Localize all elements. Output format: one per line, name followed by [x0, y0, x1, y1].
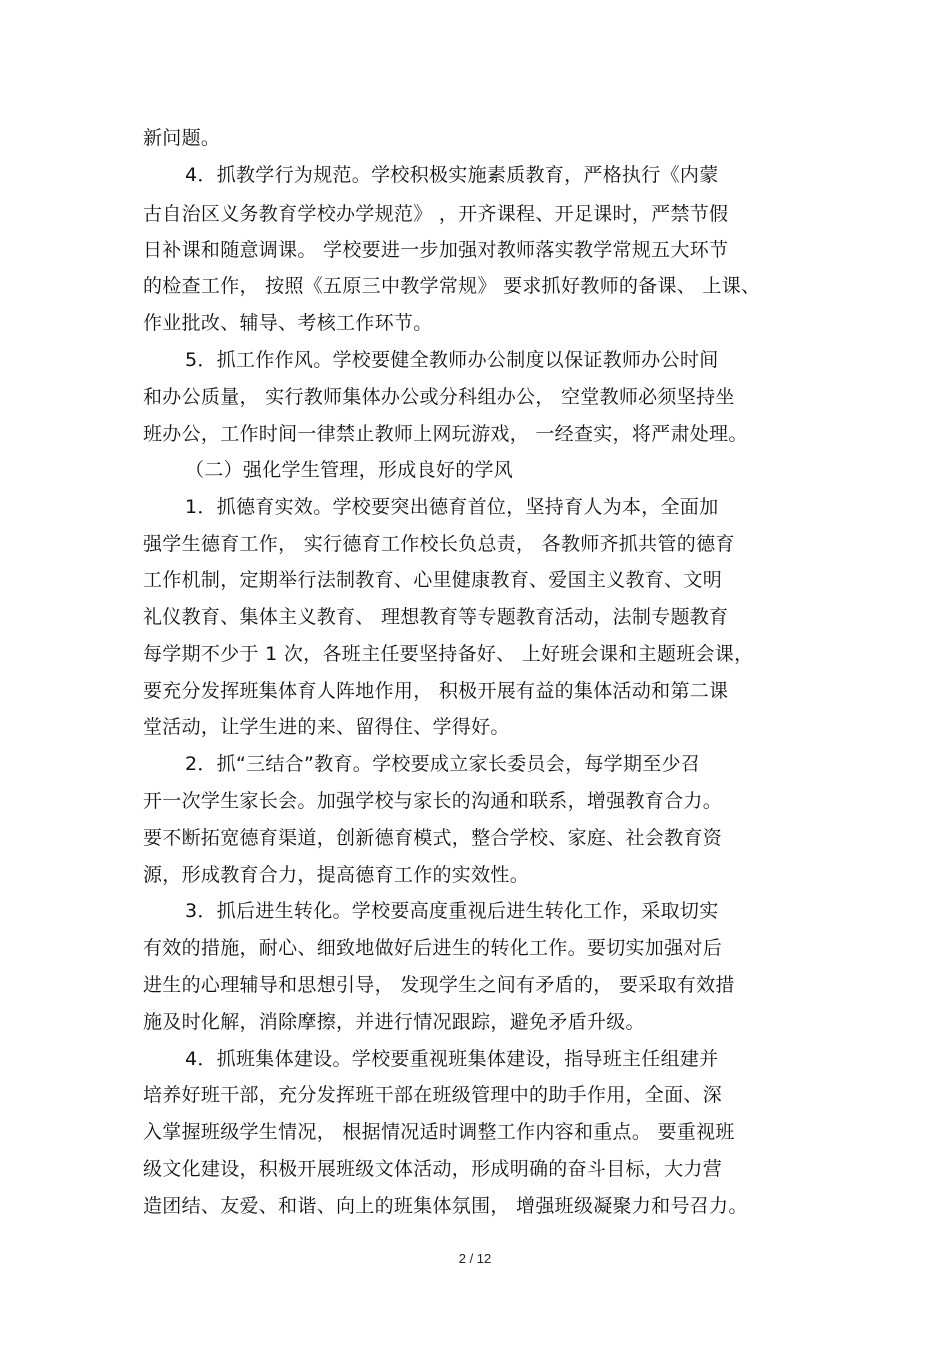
text-line: 要不断拓宽德育渠道，创新德育模式，整合学校、家庭、社会教育资 [143, 827, 723, 849]
text-line: 班办公，工作时间一律禁止教师上网玩游戏， 一经查实，将严肃处理。 [143, 423, 748, 445]
text-line: 作业批改、辅导、考核工作环节。 [143, 312, 433, 334]
text-line: 有效的措施，耐心、细致地做好后进生的转化工作。要切实加强对后 [143, 937, 723, 959]
text-line: 要充分发挥班集体育人阵地作用， 积极开展有益的集体活动和第二课 [143, 680, 729, 702]
text-line: 造团结、友爱、和谐、向上的班集体氛围， 增强班级凝聚力和号召力。 [143, 1195, 748, 1217]
text-line: 2．抓“三结合”教育。学校要成立家长委员会，每学期至少召 [185, 753, 701, 775]
text-line: 新问题。 [143, 127, 221, 149]
text-line: 每学期不少于 1 次，各班主任要坚持备好、 上好班会课和主题班会课， [143, 643, 754, 665]
text-line: 施及时化解，消除摩擦，并进行情况跟踪，避免矛盾升级。 [143, 1011, 645, 1033]
page-number: 2 / 12 [458, 1251, 492, 1266]
text-line: 1．抓德育实效。学校要突出德育首位，坚持育人为本，全面加 [185, 496, 719, 518]
text-line: 培养好班干部，充分发挥班干部在班级管理中的助手作用，全面、深 [143, 1084, 723, 1106]
text-line: 工作机制，定期举行法制教育、心里健康教育、爱国主义教育、文明 [143, 569, 723, 591]
text-line: 开一次学生家长会。加强学校与家长的沟通和联系，增强教育合力。 [143, 790, 723, 812]
text-line: 古自治区义务教育学校办学规范》 ，开齐课程、开足课时，严禁节假 [143, 203, 729, 225]
text-line: 和办公质量， 实行教师集体办公或分科组办公， 空堂教师必须坚持坐 [143, 386, 735, 408]
text-line: 礼仪教育、集体主义教育、 理想教育等专题教育活动，法制专题教育 [143, 606, 729, 628]
text-line: 5．抓工作作风。学校要健全教师办公制度以保证教师办公时间 [185, 349, 719, 371]
text-line: 源，形成教育合力，提高德育工作的实效性。 [143, 864, 530, 886]
text-line: 强学生德育工作， 实行德育工作校长负总责， 各教师齐抓共管的德育 [143, 533, 735, 555]
text-line: 4．抓班集体建设。学校要重视班集体建设，指导班主任组建并 [185, 1048, 719, 1070]
text-line: 进生的心理辅导和思想引导， 发现学生之间有矛盾的， 要采取有效措 [143, 974, 735, 996]
text-line: 3．抓后进生转化。学校要高度重视后进生转化工作，采取切实 [185, 900, 719, 922]
section-heading: （二）强化学生管理，形成良好的学风 [185, 459, 514, 481]
text-line: 4．抓教学行为规范。学校积极实施素质教育，严格执行《内蒙 [185, 164, 719, 186]
text-line: 级文化建设，积极开展班级文体活动，形成明确的奋斗目标，大力营 [143, 1158, 723, 1180]
text-line: 堂活动，让学生进的来、留得住、学得好。 [143, 716, 510, 738]
text-line: 日补课和随意调课。 学校要进一步加强对教师落实教学常规五大环节 [143, 239, 729, 261]
text-line: 入掌握班级学生情况， 根据情况适时调整工作内容和重点。 要重视班 [143, 1121, 735, 1143]
text-line: 的检查工作， 按照《五原三中教学常规》 要求抓好教师的备课、 上课、 [143, 275, 761, 297]
